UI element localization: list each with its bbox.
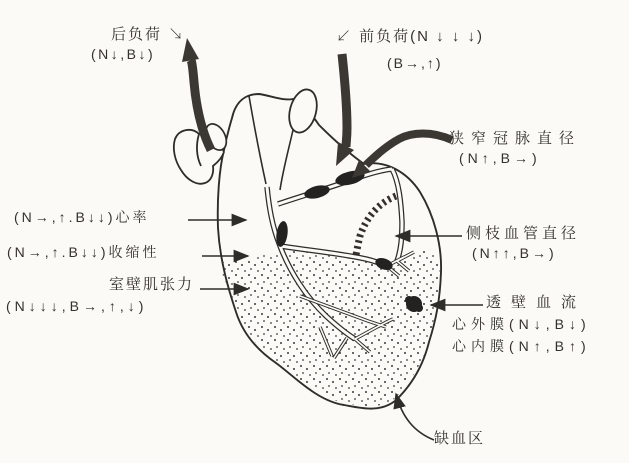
stenotic-coronary-diameter-values: (N↑,B→)	[459, 150, 541, 166]
ischemic-stipple-region	[220, 249, 440, 406]
contractility-label: (N→,↑.B↓↓)收缩性	[7, 244, 160, 260]
endocardium-values: 心内膜(N↑,B↑)	[452, 338, 591, 354]
ischemic-zone-label: 缺血区	[434, 430, 486, 447]
transmural-flow-label: 透壁血流	[486, 294, 587, 311]
preload-label: ↙ 前负荷(N ↓ ↓ ↓)	[336, 28, 484, 45]
stenotic-coronary-diameter-label: 狭窄冠脉直径	[449, 130, 582, 147]
wall-tension-label: 室壁肌张力	[109, 276, 195, 293]
preload-arrow	[336, 54, 354, 166]
afterload-label: 后负荷 ↘	[111, 26, 186, 43]
epicardium-values: 心外膜(N↓,B↓)	[452, 316, 591, 332]
ischemic-zone-arrow	[396, 394, 434, 440]
wall-tension-values: (N↓↓↓,B→,↑,↓)	[6, 298, 148, 314]
collateral-vessel-diameter-label: 侧枝血管直径	[466, 225, 581, 242]
preload-values: (B→,↑)	[387, 55, 443, 71]
stenosis-pointer-arrow	[352, 134, 452, 179]
afterload-values: (N↓,B↓)	[91, 46, 156, 62]
heart-rate-label: (N→,↑.B↓↓)心率	[14, 209, 150, 225]
collateral-vessel-diameter-values: (N↑↑,B→)	[472, 245, 557, 261]
